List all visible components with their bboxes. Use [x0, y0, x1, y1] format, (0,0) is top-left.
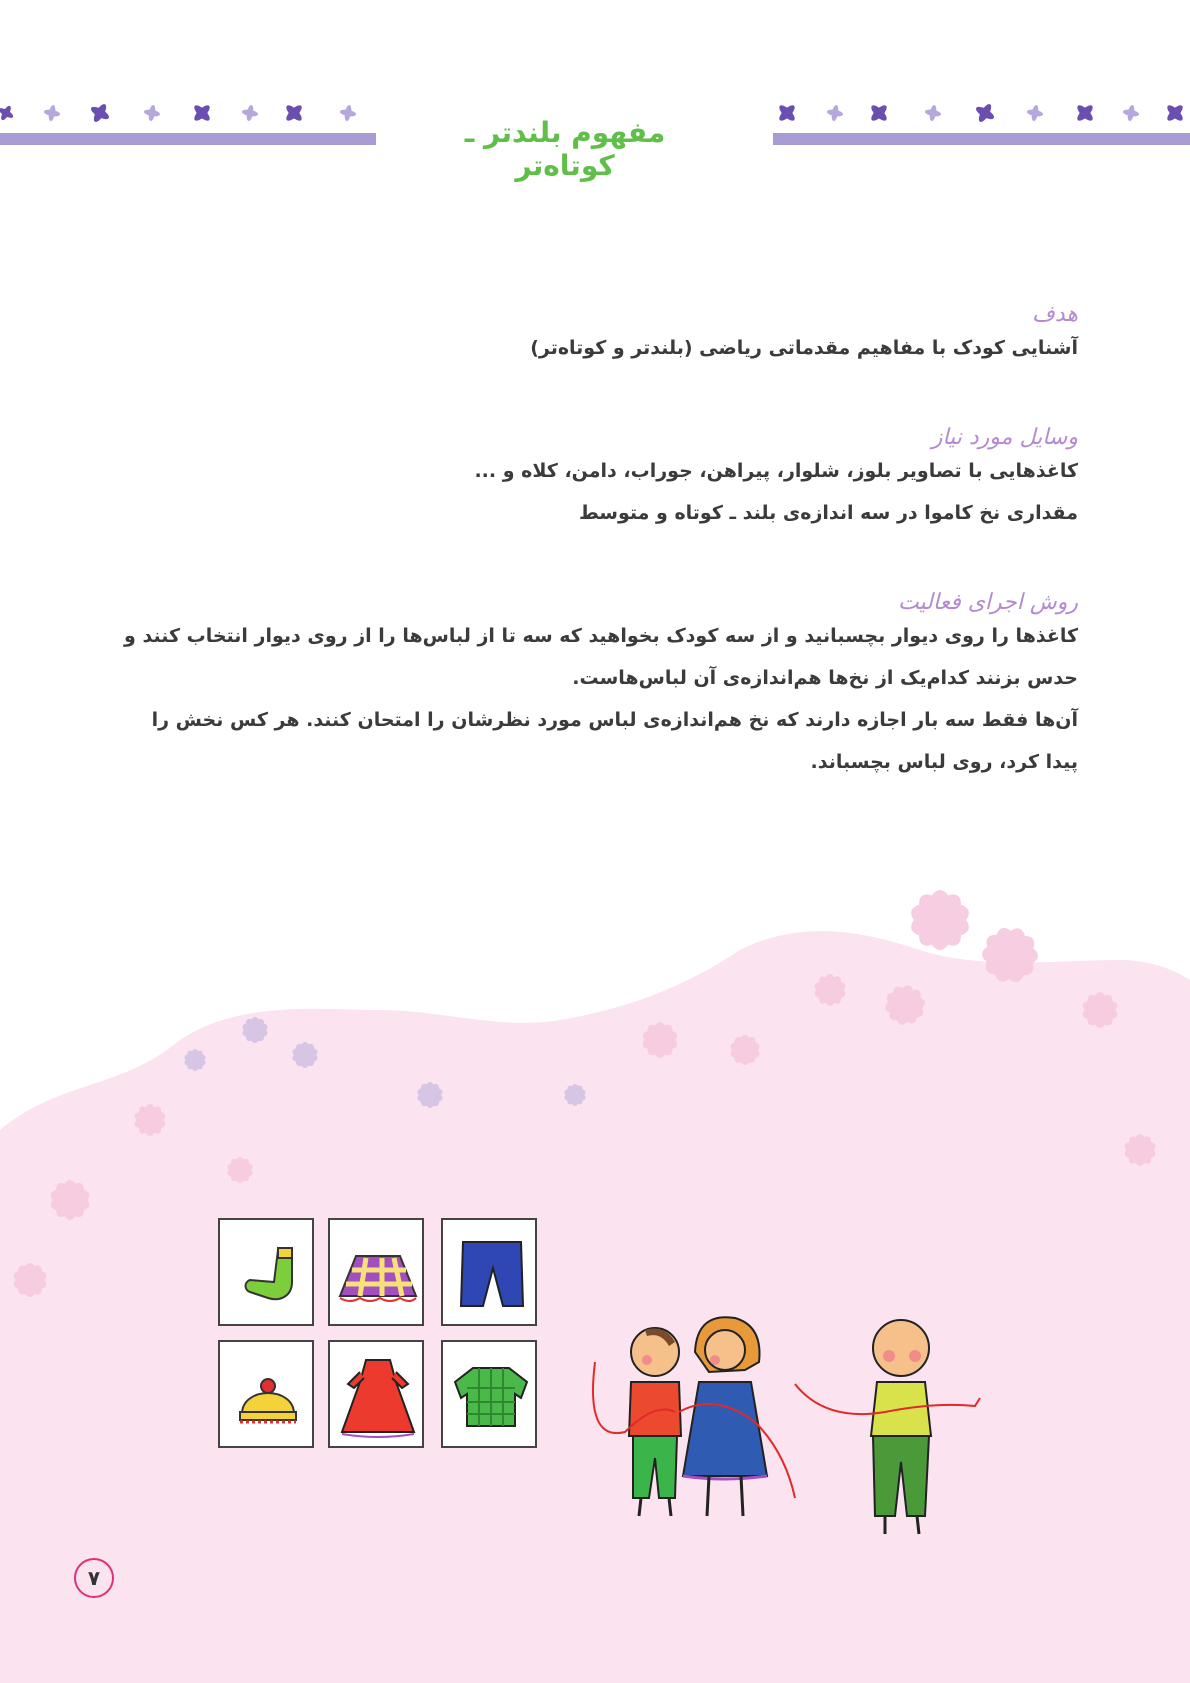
sweater-icon: [443, 1342, 539, 1450]
method-section: [113, 590, 1078, 783]
dress-card: [328, 1340, 424, 1448]
sweater-card: [441, 1340, 537, 1448]
materials-section: [474, 425, 1078, 534]
goal-heading: هدف: [1032, 302, 1078, 327]
sock-icon: [220, 1220, 316, 1328]
goal-text: آشنایی کودک با مفاهیم مقدماتی ریاضی (بلندتر و کوتاه‌تر): [530, 337, 1078, 359]
goal-section: [530, 302, 1078, 369]
skirt-icon: [330, 1220, 426, 1328]
tall-boy-figure: [871, 1320, 931, 1534]
materials-item: کاغذهایی با تصاویر بلوز، شلوار، پیراهن، جوراب، دامن، کلاه و ...: [474, 460, 1078, 482]
page-title: مفهوم بلندتر ـ کوتاه‌تر: [464, 116, 666, 182]
materials-heading: وسایل مورد نیاز: [931, 425, 1078, 450]
header-bar-right: [773, 133, 1190, 145]
method-paragraph: کاغذها را روی دیوار بچسبانید و از سه کودک بخواهید که سه تا از لباس‌ها را از روی دیوار انتخاب کنند و حدس بزنند کدام‌یک از نخ‌ها هم‌اندازه‌ی آن لباس‌هاست.: [124, 625, 1078, 689]
hat-icon: [220, 1342, 316, 1450]
header-flowers-left: [0, 96, 370, 130]
skirt-card: [328, 1218, 424, 1326]
header-bar-left: [0, 133, 376, 145]
trousers-card: [441, 1218, 537, 1326]
materials-item: مقداری نخ کاموا در سه اندازه‌ی بلند ـ کوتاه و متوسط: [578, 502, 1078, 524]
children-illustration: [585, 1302, 985, 1542]
trousers-icon: [443, 1220, 539, 1328]
girl-figure: [683, 1317, 767, 1516]
header-flowers-right: [775, 96, 1190, 130]
method-paragraph: آن‌ها فقط سه بار اجازه دارند که نخ هم‌اندازه‌ی لباس مورد نظرشان را امتحان کنند. هر کس نخش را پیدا کرد، روی لباس بچسباند.: [151, 709, 1078, 773]
sock-card: [218, 1218, 314, 1326]
dress-icon: [330, 1342, 426, 1450]
method-heading: روش اجرای فعالیت: [897, 590, 1078, 615]
hat-card: [218, 1340, 314, 1448]
page-number: ۷: [74, 1558, 114, 1598]
